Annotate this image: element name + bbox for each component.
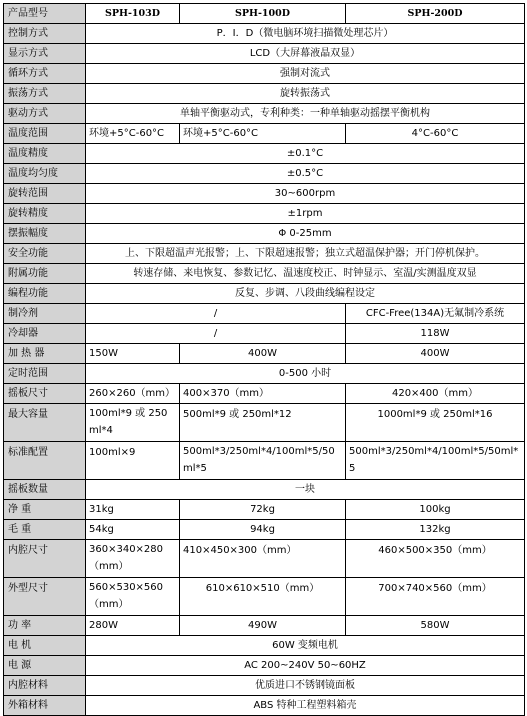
spec-value: 360×340×280（mm）: [86, 540, 180, 578]
spec-value: 72kg: [180, 500, 346, 520]
spec-value: /: [86, 304, 346, 324]
spec-value: 410×450×300（mm）: [180, 540, 346, 578]
spec-value: LCD（大屏幕液晶双显）: [86, 44, 525, 64]
spec-value: 54kg: [86, 520, 180, 540]
spec-value: 旋转振荡式: [86, 84, 525, 104]
spec-row: [4, 204, 525, 224]
row-label: 附属功能: [4, 264, 86, 284]
spec-value: 反复、步调、八段曲线编程设定: [86, 284, 525, 304]
spec-value: P．I．D（微电脑环境扫描微处理芯片）: [86, 24, 525, 44]
spec-value: 100ml*9 或 250ml*4: [86, 404, 180, 442]
row-label: 毛 重: [4, 520, 86, 540]
spec-value: 一块: [86, 480, 525, 500]
spec-value: 560×530×560（mm）: [86, 578, 180, 616]
spec-row: [4, 24, 525, 44]
row-label: 控制方式: [4, 24, 86, 44]
spec-value: 610×610×510（mm）: [180, 578, 346, 616]
row-label: 内腔尺寸: [4, 540, 86, 578]
spec-row: [4, 324, 525, 344]
row-label: 冷却器: [4, 324, 86, 344]
row-label: 定时范围: [4, 364, 86, 384]
spec-row: [4, 364, 525, 384]
spec-row: [4, 284, 525, 304]
spec-value: Φ 0-25mm: [86, 224, 525, 244]
spec-value: 31kg: [86, 500, 180, 520]
spec-value: ABS 特种工程塑料箱壳: [86, 696, 525, 716]
spec-row: [4, 442, 525, 480]
spec-value: 94kg: [180, 520, 346, 540]
spec-row: [4, 676, 525, 696]
spec-value: ±0.1°C: [86, 144, 525, 164]
row-label: 循环方式: [4, 64, 86, 84]
row-label: 外箱材料: [4, 696, 86, 716]
spec-value: 118W: [346, 324, 525, 344]
row-label: 温度精度: [4, 144, 86, 164]
spec-row: [4, 520, 525, 540]
spec-value: 280W: [86, 616, 180, 636]
spec-row: [4, 404, 525, 442]
row-label: 制冷剂: [4, 304, 86, 324]
row-label: 加 热 器: [4, 344, 86, 364]
spec-value: 环境+5°C-60°C: [180, 124, 346, 144]
spec-value: 1000ml*9 或 250ml*16: [346, 404, 525, 442]
spec-row: [4, 616, 525, 636]
model-name: SPH-100D: [180, 4, 346, 24]
spec-row: [4, 578, 525, 616]
row-label: 摆振幅度: [4, 224, 86, 244]
row-label: 电 机: [4, 636, 86, 656]
model-name: SPH-103D: [86, 4, 180, 24]
row-label: 摇板数量: [4, 480, 86, 500]
spec-row: [4, 540, 525, 578]
spec-value: 单轴平衡驱动式，专利种类：一种单轴驱动摇摆平衡机构: [86, 104, 525, 124]
spec-value: 上、下限超温声光报警；上、下限超速报警；独立式超温保护器；开门停机保护。: [86, 244, 525, 264]
spec-row: [4, 656, 525, 676]
header-row: [4, 4, 525, 24]
spec-value: 环境+5°C-60°C: [86, 124, 180, 144]
spec-value: 100ml×9: [86, 442, 180, 480]
spec-value: 100kg: [346, 500, 525, 520]
spec-row: [4, 124, 525, 144]
row-label: 标准配置: [4, 442, 86, 480]
row-label: 电 源: [4, 656, 86, 676]
row-label: 温度均匀度: [4, 164, 86, 184]
spec-value: 700×740×560（mm）: [346, 578, 525, 616]
row-label: 净 重: [4, 500, 86, 520]
spec-value: 0-500 小时: [86, 364, 525, 384]
spec-value: 420×400（mm）: [346, 384, 525, 404]
spec-value: ±1rpm: [86, 204, 525, 224]
spec-row: [4, 224, 525, 244]
spec-row: [4, 104, 525, 124]
spec-row: [4, 64, 525, 84]
spec-value: 580W: [346, 616, 525, 636]
row-label: 温度范围: [4, 124, 86, 144]
row-label: 摇板尺寸: [4, 384, 86, 404]
row-label: 旋转范围: [4, 184, 86, 204]
spec-row: [4, 480, 525, 500]
spec-table: [3, 3, 525, 716]
spec-row: [4, 384, 525, 404]
row-label: 安全功能: [4, 244, 86, 264]
row-label: 最大容量: [4, 404, 86, 442]
row-label: 振荡方式: [4, 84, 86, 104]
spec-row: [4, 84, 525, 104]
spec-value: 500ml*9 或 250ml*12: [180, 404, 346, 442]
spec-value: 400×370（mm）: [180, 384, 346, 404]
row-label: 旋转精度: [4, 204, 86, 224]
spec-value: CFC-Free(134A)无氟制冷系统: [346, 304, 525, 324]
spec-row: [4, 636, 525, 656]
spec-value: 260×260（mm）: [86, 384, 180, 404]
spec-value: 132kg: [346, 520, 525, 540]
spec-row: [4, 244, 525, 264]
spec-value: 400W: [180, 344, 346, 364]
spec-value: 优质进口不锈钢镜面板: [86, 676, 525, 696]
row-label: 内腔材料: [4, 676, 86, 696]
spec-row: [4, 344, 525, 364]
spec-row: [4, 184, 525, 204]
spec-value: 460×500×350（mm）: [346, 540, 525, 578]
row-label: 功 率: [4, 616, 86, 636]
row-label: 显示方式: [4, 44, 86, 64]
spec-value: 30~600rpm: [86, 184, 525, 204]
spec-row: [4, 44, 525, 64]
spec-row: [4, 500, 525, 520]
spec-value: AC 200~240V 50~60HZ: [86, 656, 525, 676]
spec-value: 60W 变频电机: [86, 636, 525, 656]
spec-value: 转速存储、来电恢复、参数记忆、温速度校正、时钟显示、室温/实测温度双显: [86, 264, 525, 284]
spec-value: 强制对流式: [86, 64, 525, 84]
spec-value: 500ml*3/250ml*4/100ml*5/50ml*5: [180, 442, 346, 480]
model-name: SPH-200D: [346, 4, 525, 24]
row-label: 产品型号: [4, 4, 86, 24]
spec-row: [4, 264, 525, 284]
spec-value: 4°C-60°C: [346, 124, 525, 144]
spec-value: 500ml*3/250ml*4/100ml*5/50ml*5: [346, 442, 525, 480]
spec-row: [4, 304, 525, 324]
spec-value: 490W: [180, 616, 346, 636]
spec-row: [4, 164, 525, 184]
row-label: 驱动方式: [4, 104, 86, 124]
row-label: 外型尺寸: [4, 578, 86, 616]
spec-value: 400W: [346, 344, 525, 364]
spec-value: /: [86, 324, 346, 344]
spec-value: ±0.5°C: [86, 164, 525, 184]
spec-row: [4, 144, 525, 164]
row-label: 编程功能: [4, 284, 86, 304]
spec-value: 150W: [86, 344, 180, 364]
